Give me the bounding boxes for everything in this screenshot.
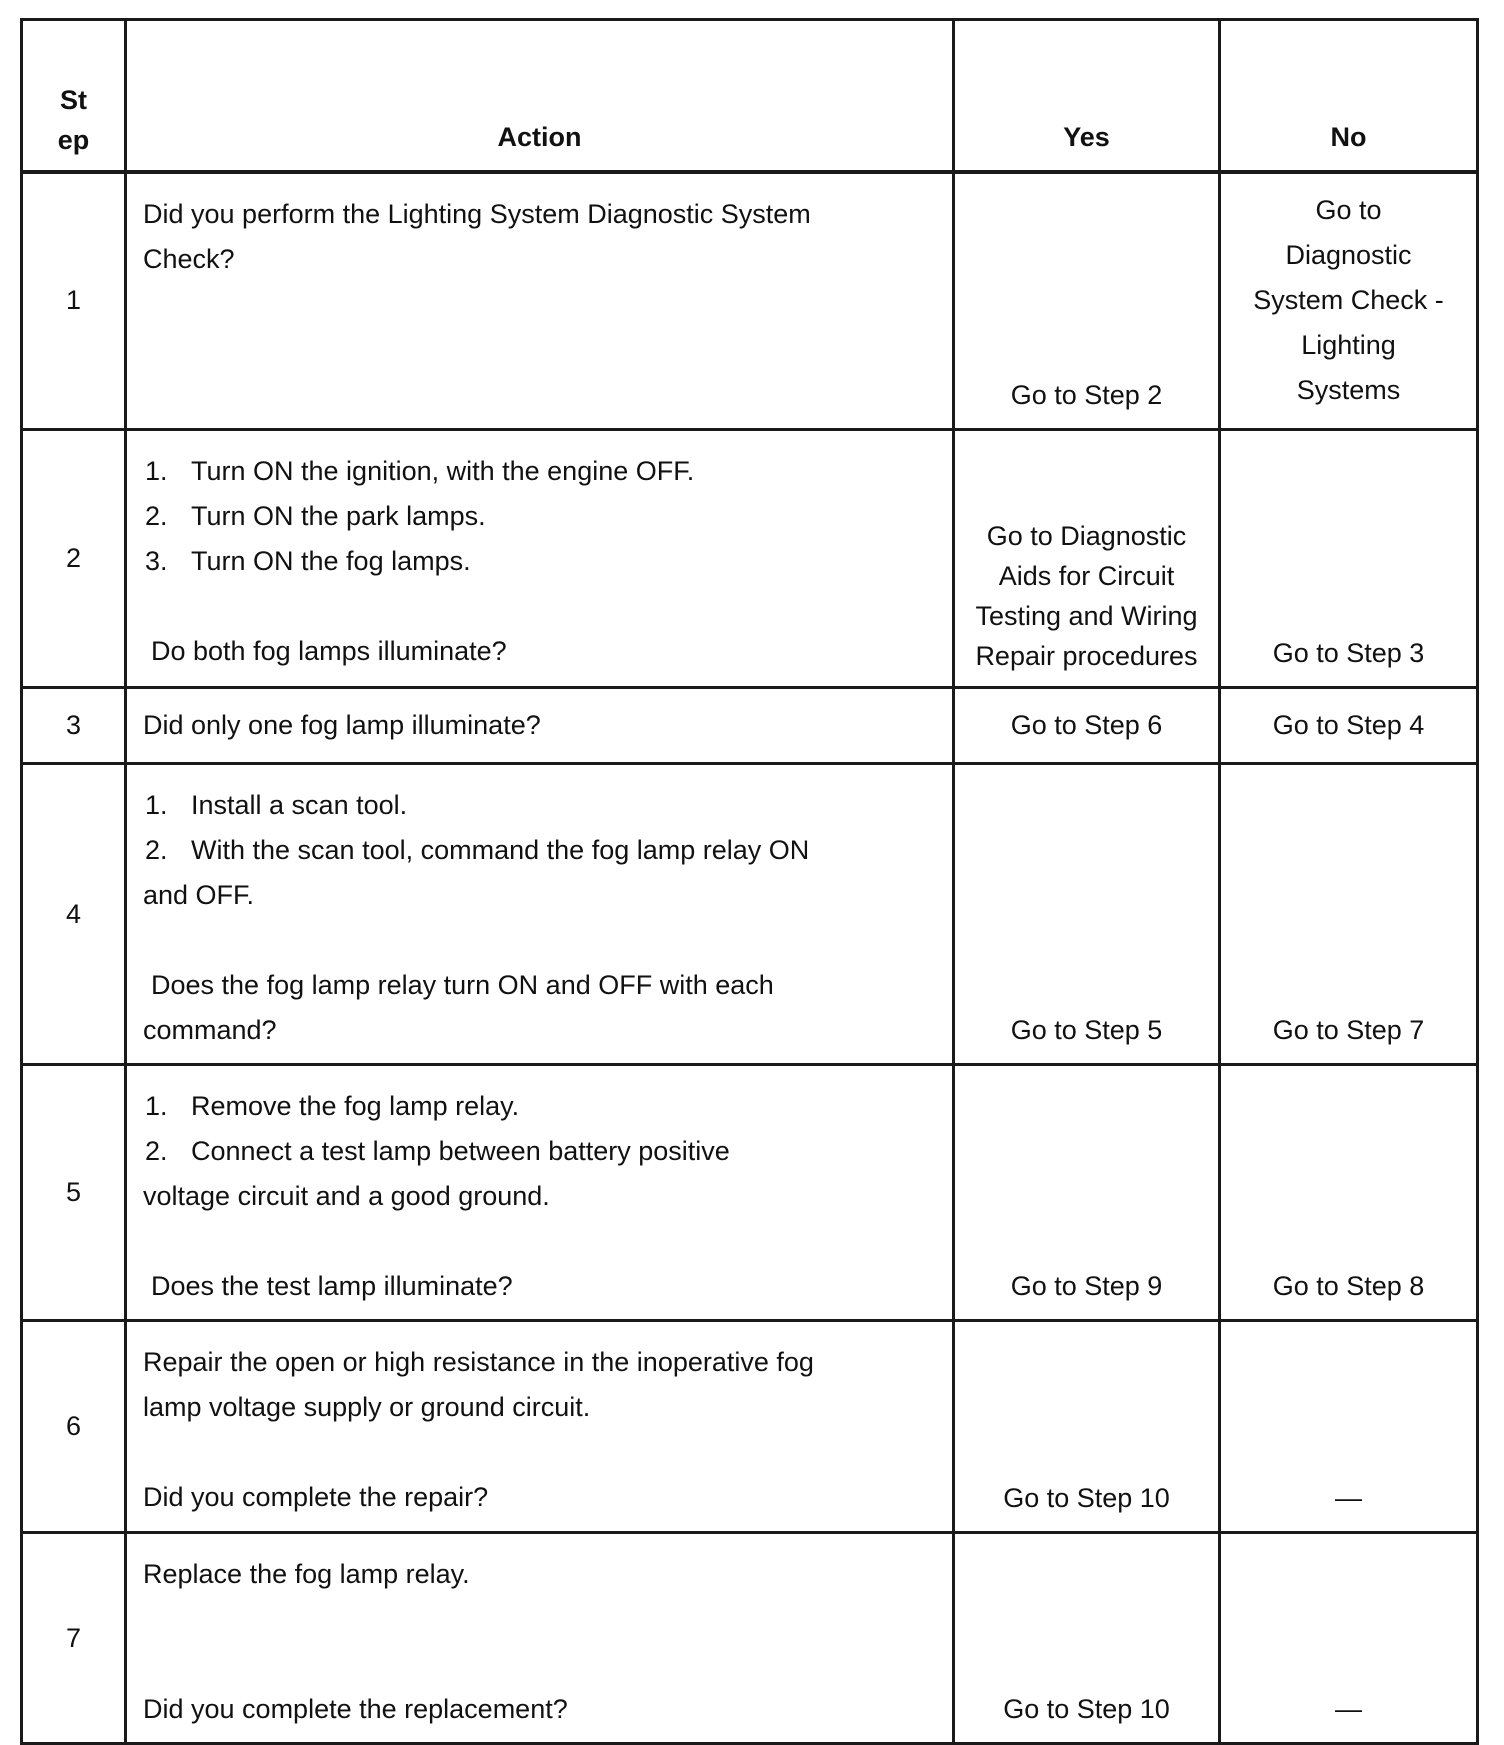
action-cell: Repair the open or high resistance in the inoperative fog lamp voltage supply or ground circuit. Did you complete the repair? [126,1321,954,1533]
no-cell: Go to Step 4 [1220,688,1478,764]
action-cell: Replace the fog lamp relay. Did you complete the replacement? [126,1533,954,1744]
header-no: No [1220,20,1478,172]
action-cell [126,430,954,688]
header-row [22,20,1478,172]
step-number: 4 [22,764,126,1065]
diagnostic-table [20,18,1479,1745]
no-cell: Go to Step 7 [1220,764,1478,1065]
list-item: 2. Turn ON the park lamps. [145,501,486,531]
action-cell: Did you perform the Lighting System Diagnostic System Check? [126,172,954,430]
question: Does the fog lamp relay turn ON and OFF with each [151,970,774,1000]
yes-cell: Go to Step 10 [954,1533,1220,1744]
step-number: 3 [22,688,126,764]
yes-cell: Go to Step 2 [954,172,1220,430]
yes-cell: Go to Step 6 [954,688,1220,764]
step-number: 1 [22,172,126,430]
question: Does the test lamp illuminate? [151,1271,513,1301]
question: Do both fog lamps illuminate? [151,636,507,666]
no-cell: Go to Diagnostic System Check - Lighting Systems [1220,172,1478,430]
table-row [22,1065,1478,1321]
step-number: 6 [22,1321,126,1533]
header-action: Action [126,20,954,172]
list-item: 2. With the scan tool, command the fog lamp relay ON [145,835,810,865]
yes-cell: Go to Step 5 [954,764,1220,1065]
list-item: 1. Install a scan tool. [145,790,408,820]
no-cell: Go to Step 3 [1220,430,1478,688]
list-item: 1. Remove the fog lamp relay. [145,1091,520,1121]
header-step: St ep [22,20,126,172]
table-row [22,1533,1478,1744]
list-item: 1. Turn ON the ignition, with the engine OFF. [145,456,695,486]
header-yes: Yes [954,20,1220,172]
list-item: 3. Turn ON the fog lamps. [145,546,471,576]
no-cell: — [1220,1321,1478,1533]
question: Did you complete the replacement? [143,1694,568,1724]
step-number: 5 [22,1065,126,1321]
yes-cell: Go to Diagnostic Aids for Circuit Testing and Wiring Repair procedures [954,430,1220,688]
list-item: 2. Connect a test lamp between battery positive [145,1136,730,1166]
action-cell: Did only one fog lamp illuminate? [126,688,954,764]
no-cell: — [1220,1533,1478,1744]
action-cell: 1. Install a scan tool. 2. With the scan tool, command the fog lamp relay ON and OFF. Does the fog lamp relay turn ON and OFF with each command? [126,764,954,1065]
table-row [22,1321,1478,1533]
step-number: 7 [22,1533,126,1744]
step-number: 2 [22,430,126,688]
table-row [22,764,1478,1065]
yes-cell: Go to Step 10 [954,1321,1220,1533]
table-row [22,688,1478,764]
action-cell: 1. Remove the fog lamp relay. 2. Connect a test lamp between battery positive voltage circuit and a good ground. Does the test lamp illuminate? [126,1065,954,1321]
table-row [22,430,1478,688]
table-row [22,172,1478,430]
no-cell: Go to Step 8 [1220,1065,1478,1321]
yes-cell: Go to Step 9 [954,1065,1220,1321]
question: Did you complete the repair? [143,1482,489,1512]
